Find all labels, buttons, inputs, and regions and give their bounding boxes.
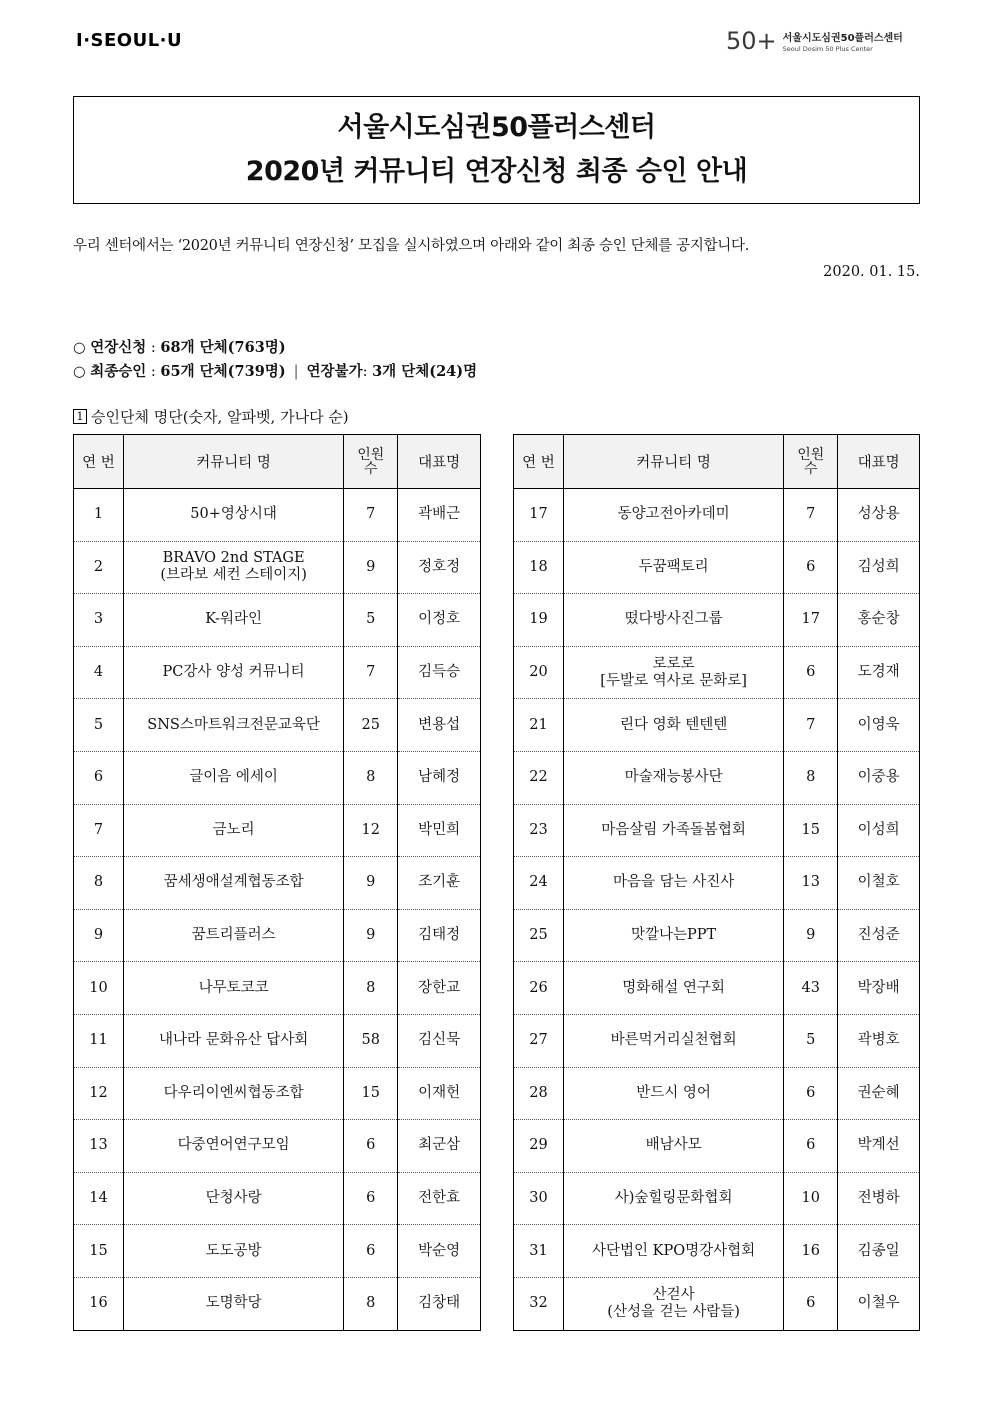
cell-rep: 성상용 (838, 489, 920, 542)
cell-count: 9 (344, 857, 398, 910)
table-row (514, 751, 920, 804)
cell-no: 8 (74, 857, 124, 910)
table-row (74, 594, 481, 647)
cell-name (123, 594, 343, 647)
cell-name-line1: 명화해설 연구회 (622, 979, 725, 996)
summary-applied-label: 연장신청 (90, 339, 147, 356)
cell-name (123, 1172, 343, 1225)
header-count (784, 435, 838, 489)
summary-approved-label: 최종승인 (90, 363, 147, 380)
table-row (514, 594, 920, 647)
table-row (74, 751, 481, 804)
cell-rep: 홍순창 (838, 594, 920, 647)
cell-no: 30 (514, 1172, 564, 1225)
cell-count: 6 (784, 646, 838, 699)
cell-name-line1: 바른먹거리실천협회 (610, 1032, 737, 1049)
cell-rep: 이영욱 (838, 699, 920, 752)
cell-rep: 곽배근 (398, 489, 481, 542)
cell-no: 26 (514, 962, 564, 1015)
cell-name-line1: 다우리이엔씨협동조합 (163, 1084, 304, 1101)
cell-no: 2 (74, 541, 124, 594)
table-row (74, 699, 481, 752)
cell-count: 6 (784, 1277, 838, 1330)
cell-count: 15 (344, 1067, 398, 1120)
cell-name-line1: 마음살림 가족돌봄협회 (601, 821, 746, 838)
cell-name-line2: (산성을 걷는 사람들) (607, 1303, 740, 1320)
cell-no: 15 (74, 1225, 124, 1278)
approved-table-left (73, 434, 481, 1331)
cell-count: 16 (784, 1225, 838, 1278)
cell-name (123, 1014, 343, 1067)
cell-name (123, 751, 343, 804)
table-row (74, 804, 481, 857)
cell-name-line1: 도도공방 (205, 1242, 262, 1259)
cell-name (563, 646, 783, 699)
cell-rep: 도경재 (838, 646, 920, 699)
table-row (74, 962, 481, 1015)
cell-rep: 권순혜 (838, 1067, 920, 1120)
cell-no: 9 (74, 909, 124, 962)
cell-no: 20 (514, 646, 564, 699)
cell-name-line1: 글이음 에세이 (189, 769, 278, 786)
cell-rep: 이철우 (838, 1277, 920, 1330)
cell-name-line1: PC강사 양성 커뮤니티 (162, 664, 305, 681)
cell-no: 18 (514, 541, 564, 594)
summary-bullet: ○ (73, 340, 86, 356)
cell-no: 21 (514, 699, 564, 752)
table-row (514, 1014, 920, 1067)
table-row (514, 699, 920, 752)
cell-rep: 김성희 (838, 541, 920, 594)
cell-no: 10 (74, 962, 124, 1015)
summary (73, 336, 477, 384)
cell-rep: 김창태 (398, 1277, 481, 1330)
cell-no: 16 (74, 1277, 124, 1330)
cell-rep: 전한효 (398, 1172, 481, 1225)
summary-applied: ○ 연장신청 : 68개 단체(763명) (73, 339, 286, 356)
cell-count: 12 (344, 804, 398, 857)
cell-name-line1: 다중연어연구모임 (177, 1137, 290, 1154)
cell-name-line1: 로로로 (652, 655, 695, 672)
summary-rejected-label: 연장불가 (306, 363, 363, 380)
cell-no: 31 (514, 1225, 564, 1278)
cell-name-line1: 마음을 담는 사진사 (612, 874, 735, 891)
cell-count: 7 (784, 699, 838, 752)
header-count-line2: 수 (803, 460, 818, 477)
cell-count: 5 (344, 594, 398, 647)
cell-rep: 김신묵 (398, 1014, 481, 1067)
cell-name (123, 699, 343, 752)
table-header-row (74, 435, 481, 489)
cell-count: 15 (784, 804, 838, 857)
cell-name (563, 489, 783, 542)
cell-count: 8 (784, 751, 838, 804)
header-count (344, 435, 398, 489)
cell-name-line1: 도명학당 (205, 1295, 262, 1312)
table-row (74, 1120, 481, 1173)
cell-no: 19 (514, 594, 564, 647)
cell-count: 8 (344, 751, 398, 804)
cell-name-line1: 마술재능봉사단 (624, 769, 723, 786)
header-rep: 대표명 (838, 435, 920, 489)
cell-no: 22 (514, 751, 564, 804)
section-number: 1 (73, 409, 87, 424)
cell-count: 43 (784, 962, 838, 1015)
cell-rep: 김득승 (398, 646, 481, 699)
cell-name-line1: BRAVO 2nd STAGE (162, 550, 305, 567)
header-rep: 대표명 (398, 435, 481, 489)
cell-name-line1: 배남사모 (645, 1137, 702, 1154)
table-row (74, 909, 481, 962)
table-row (514, 1225, 920, 1278)
cell-no: 4 (74, 646, 124, 699)
cell-no: 13 (74, 1120, 124, 1173)
table-row (74, 489, 481, 542)
cell-name-line1: 50+영상시대 (190, 506, 277, 523)
cell-rep: 전병하 (838, 1172, 920, 1225)
header-no: 연 번 (74, 435, 124, 489)
table-row (74, 541, 481, 594)
cell-name-line2: (브라보 세컨 스테이지) (160, 567, 307, 584)
cell-name (563, 594, 783, 647)
cell-name (563, 1067, 783, 1120)
cell-name (563, 1120, 783, 1173)
cell-name-line1: 나무토코코 (198, 979, 269, 996)
cell-name-line1: 단청사랑 (205, 1190, 262, 1207)
fifty-plus-mark (726, 27, 777, 55)
cell-name-line1: 반드시 영어 (636, 1084, 711, 1101)
table-row (514, 804, 920, 857)
cell-no: 3 (74, 594, 124, 647)
cell-rep: 이정호 (398, 594, 481, 647)
cell-rep: 이철호 (838, 857, 920, 910)
summary-rejected-value: 3개 단체(24)명 (372, 363, 478, 380)
cell-count: 17 (784, 594, 838, 647)
cell-name (563, 1172, 783, 1225)
cell-rep: 변용섭 (398, 699, 481, 752)
cell-no: 17 (514, 489, 564, 542)
table-row (74, 1277, 481, 1330)
cell-rep: 정호정 (398, 541, 481, 594)
cell-count: 25 (344, 699, 398, 752)
cell-rep: 곽병호 (838, 1014, 920, 1067)
title-line1: 서울시도심권50플러스센터 (337, 112, 656, 143)
summary-bullet: ○ (73, 364, 86, 380)
cell-name-line1: 꿈트리플러스 (191, 927, 276, 944)
cell-count: 7 (344, 646, 398, 699)
table-row (514, 909, 920, 962)
cell-rep: 김태정 (398, 909, 481, 962)
header-name: 커뮤니티 명 (123, 435, 343, 489)
table-row (514, 541, 920, 594)
cell-no: 12 (74, 1067, 124, 1120)
cell-rep: 김종일 (838, 1225, 920, 1278)
cell-name (123, 804, 343, 857)
table-row (514, 1120, 920, 1173)
summary-approved: ○ 최종승인 : 65개 단체(739명) | 연장불가: 3개 단체(24)명 (73, 363, 478, 380)
cell-name-line1: 떴다방사진그룹 (624, 611, 723, 628)
cell-name-line1: 린다 영화 텐텐텐 (619, 716, 728, 733)
cell-no: 32 (514, 1277, 564, 1330)
cell-count: 7 (344, 489, 398, 542)
cell-name (563, 804, 783, 857)
cell-count: 5 (784, 1014, 838, 1067)
cell-count: 6 (344, 1225, 398, 1278)
cell-rep: 남혜정 (398, 751, 481, 804)
cell-name (123, 962, 343, 1015)
header-name: 커뮤니티 명 (563, 435, 783, 489)
cell-no: 7 (74, 804, 124, 857)
cell-count: 6 (344, 1120, 398, 1173)
cell-no: 27 (514, 1014, 564, 1067)
cell-name-line1: 두꿈팩토리 (638, 558, 709, 575)
cell-name (123, 541, 343, 594)
cell-name-line1: 내나라 문화유산 답사회 (158, 1032, 309, 1049)
cell-name-line1: K-워라인 (205, 611, 262, 628)
intro-text: 우리 센터에서는 ‘2020년 커뮤니티 연장신청’ 모집을 실시하였으며 아래와 같이 최종 승인 단체를 공지합니다. (73, 238, 750, 254)
cell-rep: 박순영 (398, 1225, 481, 1278)
center-name-en: Seoul Dosim 50 Plus Center (782, 45, 873, 53)
cell-rep: 박계선 (838, 1120, 920, 1173)
cell-no: 25 (514, 909, 564, 962)
cell-no: 24 (514, 857, 564, 910)
cell-name-line1: 맛깔나는PPT (630, 927, 717, 944)
cell-name (123, 1067, 343, 1120)
cell-name-line2: [두발로 역사로 문화로] (600, 672, 747, 689)
cell-name-line1: 동양고전아카데미 (617, 506, 730, 523)
table-row (514, 857, 920, 910)
cell-count: 58 (344, 1014, 398, 1067)
cell-name (563, 909, 783, 962)
cell-count: 10 (784, 1172, 838, 1225)
cell-count: 9 (344, 909, 398, 962)
cell-name (123, 1120, 343, 1173)
cell-count: 8 (344, 962, 398, 1015)
table-row (74, 1225, 481, 1278)
cell-name (563, 699, 783, 752)
cell-name (563, 541, 783, 594)
cell-name (123, 1225, 343, 1278)
table-row (74, 857, 481, 910)
cell-count: 9 (344, 541, 398, 594)
section-title: 승인단체 명단(숫자, 알파벳, 가나다 순) (91, 408, 349, 426)
cell-no: 1 (74, 489, 124, 542)
table-row (74, 1067, 481, 1120)
cell-rep: 최군삼 (398, 1120, 481, 1173)
cell-name (123, 857, 343, 910)
cell-rep: 이중용 (838, 751, 920, 804)
cell-count: 9 (784, 909, 838, 962)
cell-rep: 장한교 (398, 962, 481, 1015)
cell-count: 6 (784, 541, 838, 594)
table-row (74, 1172, 481, 1225)
cell-count: 6 (784, 1120, 838, 1173)
cell-no: 6 (74, 751, 124, 804)
cell-name (123, 489, 343, 542)
table-row (74, 1014, 481, 1067)
cell-count: 8 (344, 1277, 398, 1330)
cell-name-line1: 금노리 (212, 821, 255, 838)
header-count-line2: 수 (364, 460, 378, 477)
cell-rep: 진성준 (838, 909, 920, 962)
table-row (514, 646, 920, 699)
cell-name-line1: 사단법인 KPO명강사협회 (592, 1242, 756, 1259)
cell-name-line1: 꿈세생애설계협동조합 (163, 874, 304, 891)
list-section-title (73, 406, 349, 427)
notice-date: 2020. 01. 15. (823, 264, 920, 280)
cell-name (563, 751, 783, 804)
title-line2: 2020년 커뮤니티 연장신청 최종 승인 안내 (245, 156, 748, 187)
cell-rep: 조기훈 (398, 857, 481, 910)
cell-name (563, 1277, 783, 1330)
table-header-row (514, 435, 920, 489)
cell-count: 13 (784, 857, 838, 910)
cell-no: 23 (514, 804, 564, 857)
approved-table-right (513, 434, 920, 1331)
table-row (514, 1277, 920, 1330)
cell-name (563, 857, 783, 910)
table-row (514, 1172, 920, 1225)
cell-count: 6 (344, 1172, 398, 1225)
cell-no: 28 (514, 1067, 564, 1120)
fifty-plus-mark-text: 50+ (726, 27, 777, 55)
cell-no: 5 (74, 699, 124, 752)
table-row (74, 646, 481, 699)
center-name-ko: 서울시도심권50플러스센터 (782, 33, 903, 44)
cell-name-line1: SNS스마트워크전문교육단 (147, 716, 320, 733)
cell-rep: 박민희 (398, 804, 481, 857)
seoul-logo: I·SEOUL·U (76, 30, 183, 51)
cell-no: 14 (74, 1172, 124, 1225)
header-no: 연 번 (514, 435, 564, 489)
cell-name-line1: 사)숲힐링문화협회 (614, 1190, 733, 1207)
cell-name (563, 1225, 783, 1278)
cell-name (563, 962, 783, 1015)
summary-separator: | (293, 364, 299, 380)
summary-applied-value: 68개 단체(763명) (160, 339, 286, 356)
table-row (514, 489, 920, 542)
cell-count: 7 (784, 489, 838, 542)
title-box (73, 96, 920, 204)
cell-rep: 박장배 (838, 962, 920, 1015)
cell-count: 6 (784, 1067, 838, 1120)
summary-approved-value: 65개 단체(739명) (160, 363, 286, 380)
table-row (514, 1067, 920, 1120)
center-logo (726, 26, 903, 56)
header-count-line1: 인원 (357, 446, 385, 463)
table-row (514, 962, 920, 1015)
cell-no: 29 (514, 1120, 564, 1173)
cell-name-line1: 산걷사 (652, 1286, 695, 1303)
header-count-line1: 인원 (797, 446, 825, 463)
cell-name (123, 646, 343, 699)
cell-rep: 이재헌 (398, 1067, 481, 1120)
cell-name (123, 909, 343, 962)
cell-no: 11 (74, 1014, 124, 1067)
cell-rep: 이성희 (838, 804, 920, 857)
cell-name (563, 1014, 783, 1067)
cell-name (123, 1277, 343, 1330)
